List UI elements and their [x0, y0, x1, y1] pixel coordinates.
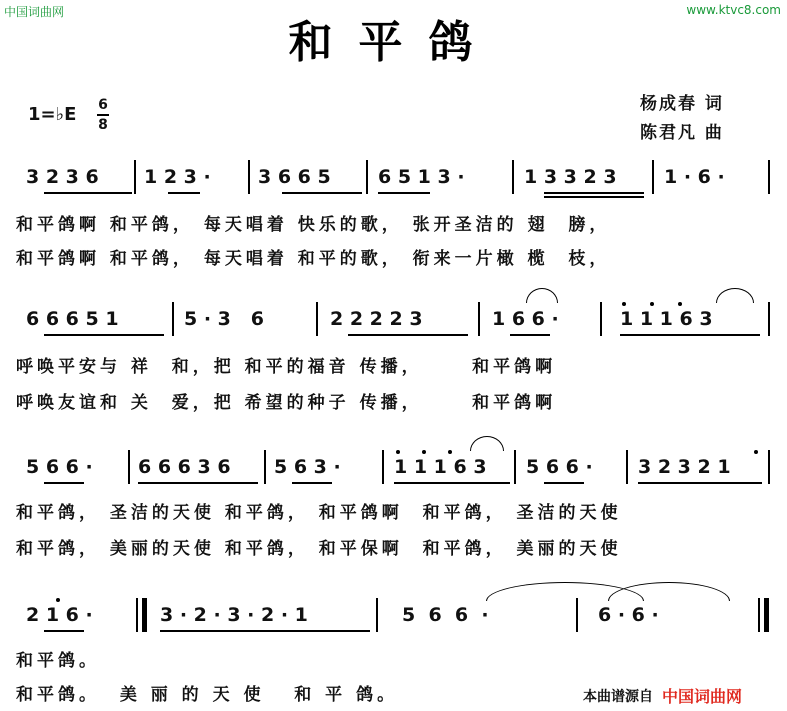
barline	[366, 160, 368, 194]
measure: 3 2 3 6	[26, 166, 99, 188]
source-label: 本曲谱源自	[583, 689, 653, 705]
barline	[172, 302, 174, 336]
measure: 1 1 1 6 3	[394, 456, 487, 478]
barline	[514, 450, 516, 484]
measure: 6 5 1 3 ·	[378, 166, 465, 188]
lyric-row-2-verse-2: 呼唤友谊和 关 爱，把 希望的种子 传播， 和平鸽啊	[16, 393, 557, 413]
measure: 6 6 6 5 1	[26, 308, 119, 330]
final-barline	[764, 598, 769, 632]
high-octave-dot	[448, 450, 452, 454]
barline	[512, 160, 514, 194]
beam-line	[348, 334, 468, 336]
high-octave-dot	[422, 450, 426, 454]
barline	[316, 302, 318, 336]
measure: 3 · 2 · 3 · 2 · 1	[160, 604, 308, 626]
measure: 2 1 6 ·	[26, 604, 93, 626]
staff-row-2	[16, 302, 776, 338]
measure: 5 · 3 6	[184, 308, 264, 330]
beam-line	[44, 334, 164, 336]
barline	[758, 598, 760, 632]
beam-line	[168, 192, 200, 194]
lyric-row-3-verse-2: 和平鸽， 美丽的天使 和平鸽， 和平保啊 和平鸽， 美丽的天使	[16, 539, 622, 559]
measure: 3 6 6 5	[258, 166, 331, 188]
lyric-row-2-verse-1: 呼唤平安与 祥 和，把 和平的福音 传播， 和平鸽啊	[16, 357, 557, 377]
beam-line	[44, 630, 84, 632]
beam-line	[44, 192, 132, 194]
barline	[576, 598, 578, 632]
high-octave-dot	[622, 302, 626, 306]
high-octave-dot	[754, 450, 758, 454]
meter-bottom: 8	[98, 117, 108, 133]
barline	[768, 160, 770, 194]
beam-line	[544, 196, 644, 198]
time-signature	[97, 97, 109, 133]
slur	[608, 582, 730, 601]
beam-line	[378, 192, 430, 194]
beam-line	[638, 482, 762, 484]
measure: 1 2 3 ·	[144, 166, 211, 188]
beam-line	[138, 482, 258, 484]
beam-line	[544, 192, 644, 194]
slur	[716, 288, 754, 303]
high-octave-dot	[678, 302, 682, 306]
beam-line	[282, 192, 362, 194]
barline	[248, 160, 250, 194]
measure: 5 6 3 ·	[274, 456, 341, 478]
beam-line	[160, 630, 370, 632]
song-title: 和平鸽	[288, 17, 499, 68]
watermark-left: 中国词曲网	[4, 5, 65, 19]
measure: 1 6 6 ·	[492, 308, 559, 330]
barline	[382, 450, 384, 484]
high-octave-dot	[396, 450, 400, 454]
staff-row-3	[16, 450, 776, 486]
barline	[600, 302, 602, 336]
measure: 6 6 6 3 6	[138, 456, 231, 478]
credits	[640, 90, 724, 148]
lyric-row-4-verse-1: 和平鸽。	[16, 651, 100, 671]
beam-line	[620, 334, 760, 336]
lyric-row-3-verse-1: 和平鸽， 圣洁的天使 和平鸽， 和平鸽啊 和平鸽， 圣洁的天使	[16, 503, 622, 523]
beam-line	[544, 482, 584, 484]
staff-row-1	[16, 160, 776, 196]
barline	[134, 160, 136, 194]
lyric-row-1-verse-2: 和平鸽啊 和平鸽， 每天唱着 和平的歌， 衔来一片橄 榄 枝，	[16, 249, 611, 269]
measure: 3 2 3 2 1	[638, 456, 731, 478]
measure: 1 3 3 2 3	[524, 166, 617, 188]
barline	[626, 450, 628, 484]
meter-line	[97, 114, 109, 116]
measure: 1 · 6 ·	[664, 166, 725, 188]
staff-row-4	[16, 598, 776, 634]
barline	[652, 160, 654, 194]
barline	[376, 598, 378, 632]
barline	[478, 302, 480, 336]
slur	[470, 436, 504, 451]
measure: 5 6 6 ·	[526, 456, 593, 478]
repeat-barline-thick	[142, 598, 147, 632]
beam-line	[510, 334, 550, 336]
lyricist-credit: 杨成春 词	[640, 94, 724, 114]
watermark-right: www.ktvc8.com	[686, 3, 781, 17]
lyric-row-1-verse-1: 和平鸽啊 和平鸽， 每天唱着 快乐的歌， 张开圣洁的 翅 膀，	[16, 215, 611, 235]
lyric-row-4-verse-2: 和平鸽。 美 丽 的 天 使 和 平 鸽。	[16, 685, 399, 705]
measure: 5 6 6 ·	[402, 604, 489, 626]
beam-line	[394, 482, 510, 484]
barline	[264, 450, 266, 484]
beam-line	[292, 482, 332, 484]
composer-credit: 陈君凡 曲	[640, 123, 724, 143]
measure: 2 2 2 2 3	[330, 308, 423, 330]
repeat-barline	[136, 598, 138, 632]
high-octave-dot	[650, 302, 654, 306]
key-signature: 1=♭E	[28, 104, 77, 125]
source-brand-link[interactable]: 中国词曲网	[662, 687, 743, 706]
beam-line	[44, 482, 84, 484]
high-octave-dot	[56, 598, 60, 602]
slur	[526, 288, 558, 303]
barline	[128, 450, 130, 484]
barline	[768, 450, 770, 484]
meter-top: 6	[98, 97, 108, 113]
measure: 1 1 1 6 3	[620, 308, 713, 330]
barline	[768, 302, 770, 336]
measure: 6 · 6 ·	[598, 604, 659, 626]
measure: 5 6 6 ·	[26, 456, 93, 478]
